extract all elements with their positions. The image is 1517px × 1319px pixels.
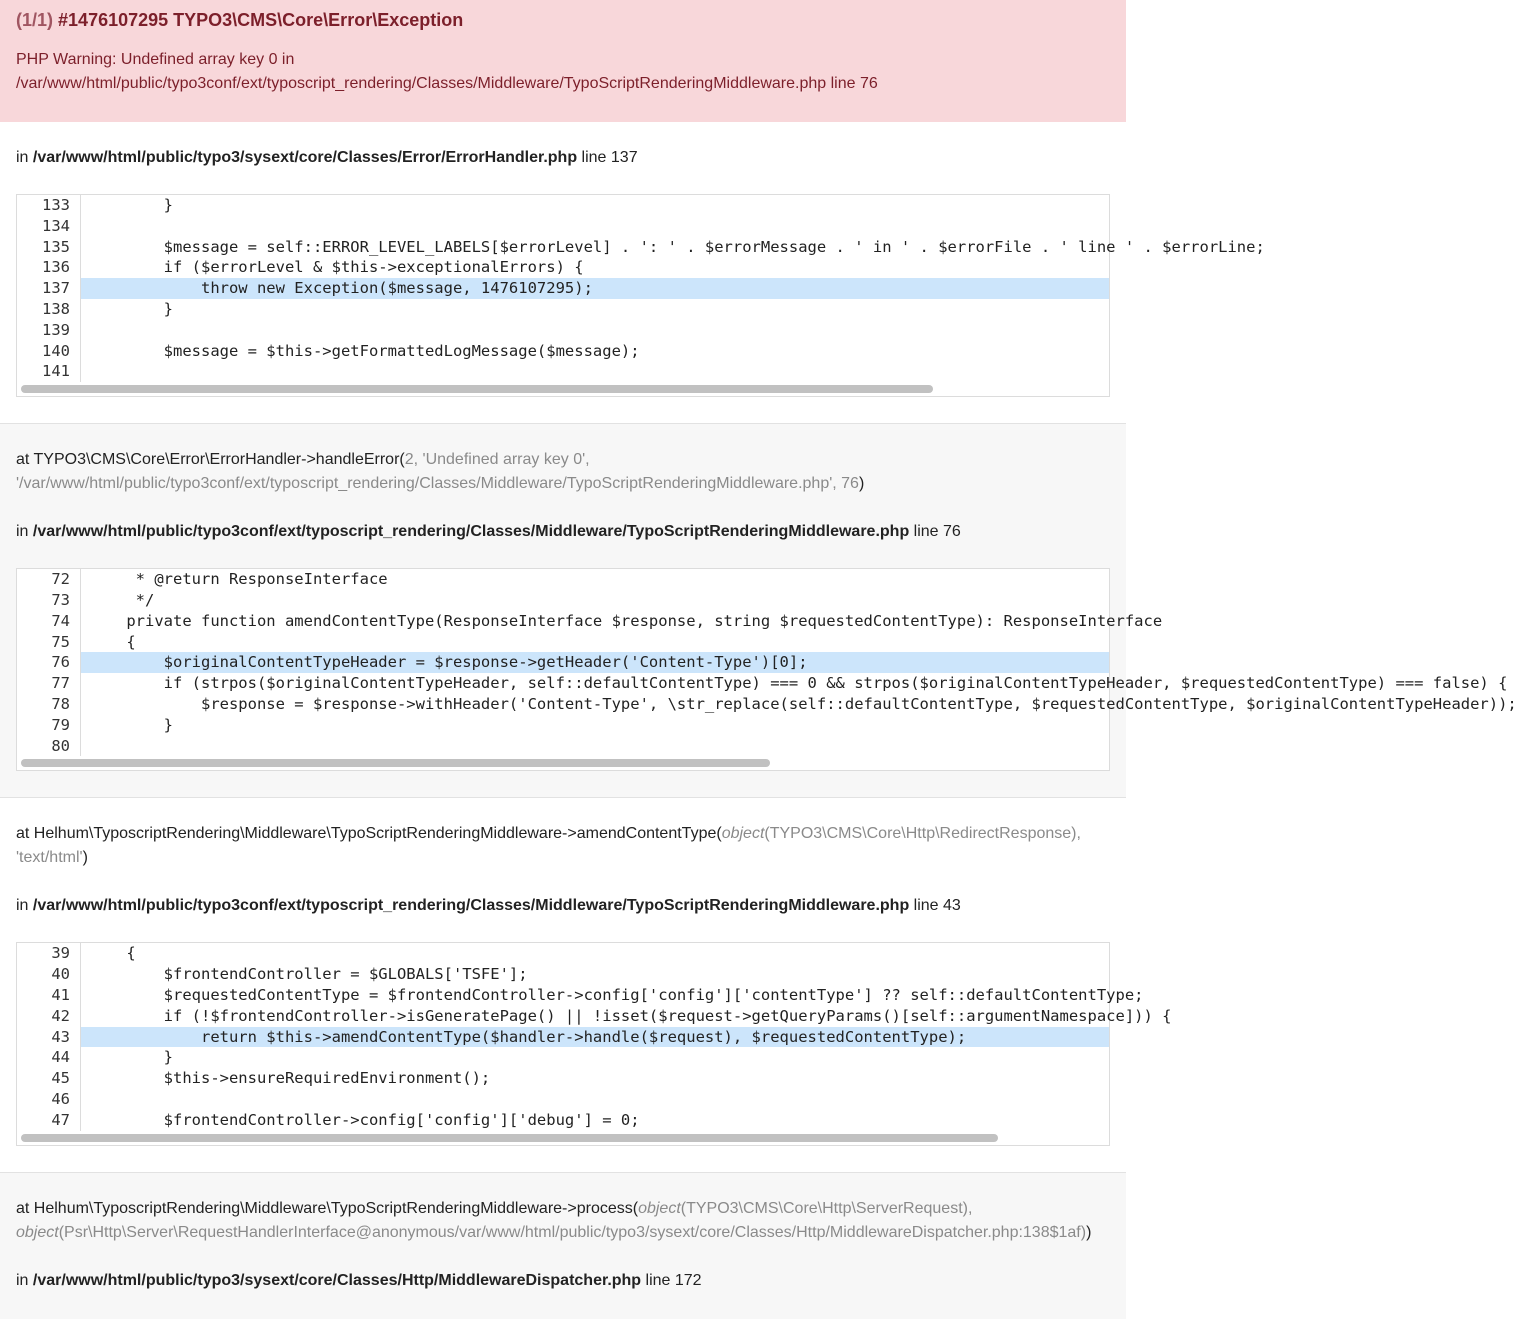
code-line — [17, 299, 1109, 320]
code-line — [17, 278, 1109, 299]
code-line — [17, 985, 1144, 1006]
source-code: $this->ensureRequiredEnvironment(); — [89, 1069, 491, 1088]
line-number: 42 — [17, 1006, 81, 1027]
line-number: 137 — [17, 278, 81, 299]
source-code: if (!$frontendController->isGeneratePage() || !isset($request->getQueryParams()[self::argumentNamespace])) { — [89, 1006, 1172, 1025]
line-number: 46 — [17, 1089, 81, 1110]
line-number: 75 — [17, 632, 81, 653]
source-code: if ($errorLevel & $this->exceptionalErrors) { — [89, 258, 584, 277]
exception-message-line1: PHP Warning: Undefined array key 0 in — [16, 51, 295, 68]
line-number: 139 — [17, 320, 81, 341]
source-code: $message = self::ERROR_LEVEL_LABELS[$errorLevel] . ': ' . $errorMessage . ' in ' . $errorFile . ' line ' . $errorLine; — [89, 237, 1265, 256]
frame-call: at TYPO3\CMS\Core\Error\ErrorHandler->handleError(2, 'Undefined array key 0', '/var/www/html/public/typo3conf/ext/typoscript_rendering/Classes/Middleware/TypoScriptRenderingMiddleware.php', 76) — [16, 451, 865, 493]
scrollbar-thumb[interactable] — [21, 759, 770, 767]
code-line — [17, 943, 1109, 964]
source-code: if (strpos($originalContentTypeHeader, self::defaultContentType) === 0 && strpos($originalContentTypeHeader, $requestedContentType) === false) { — [89, 674, 1508, 693]
code-line — [17, 237, 1265, 258]
exception-message — [16, 48, 1110, 96]
line-number: 45 — [17, 1068, 81, 1089]
line-number: 73 — [17, 590, 81, 611]
code-line — [17, 964, 1109, 985]
source-code: } — [89, 1048, 173, 1067]
line-number: 76 — [17, 652, 81, 673]
code-line — [17, 694, 1517, 715]
line-number: 77 — [17, 673, 81, 694]
line-number: 136 — [17, 257, 81, 278]
source-code: { — [89, 632, 136, 651]
code-line — [17, 320, 1109, 341]
source-code: */ — [89, 590, 155, 609]
frame-call: at Helhum\TyposcriptRendering\Middleware\TypoScriptRenderingMiddleware->amendContentType(object(TYPO3\CMS\Core\Http\RedirectResponse), 'text/html') — [16, 825, 1081, 867]
line-number: 43 — [17, 1027, 81, 1048]
code-line — [17, 1047, 1109, 1068]
code-line — [17, 1068, 1109, 1089]
exception-name: #1476107295 TYPO3\CMS\Core\Error\Exception — [58, 10, 464, 30]
line-number: 135 — [17, 237, 81, 258]
frame-file: /var/www/html/public/typo3conf/ext/typoscript_rendering/Classes/Middleware/TypoScriptRenderingMiddleware.php — [32, 523, 910, 541]
code-snippet — [16, 568, 1517, 771]
code-line — [17, 341, 1109, 362]
frame-call: at Helhum\TyposcriptRendering\Middleware\TypoScriptRenderingMiddleware->process(object(TYPO3\CMS\Core\Http\ServerRequest), object(Psr\Http\Server\RequestHandlerInterface@anonymous/var/www/html/public/typo3/sysext/core/Classes/Http/MiddlewareDispatcher.php:138$1af)) — [16, 1199, 1092, 1241]
source-code — [81, 1089, 89, 1110]
frame-file: /var/www/html/public/typo3/sysext/core/Classes/Error/ErrorHandler.php — [32, 149, 578, 166]
code-line — [17, 1027, 1109, 1048]
source-code: { — [89, 944, 136, 963]
line-number: 133 — [17, 195, 81, 216]
code-line — [17, 257, 1109, 278]
scrollbar-thumb[interactable] — [21, 385, 933, 393]
horizontal-scrollbar[interactable] — [17, 382, 1109, 396]
code-line — [17, 590, 1109, 611]
line-number: 138 — [17, 299, 81, 320]
source-code: $response = $response->withHeader('Content-Type', \str_replace(self::defaultContentType, $requestedContentType, $originalContentTypeHeader)); — [89, 694, 1517, 713]
source-code: throw new Exception($message, 1476107295); — [81, 278, 1109, 299]
line-number: 78 — [17, 694, 81, 715]
source-code — [81, 216, 89, 237]
source-code — [81, 361, 89, 382]
exception-title — [16, 8, 1110, 32]
exception-count: (1/1) — [16, 10, 54, 30]
source-code: $requestedContentType = $frontendController->config['config']['contentType'] ?? self::defaultContentType; — [89, 985, 1144, 1004]
source-code: } — [89, 715, 173, 734]
code-line — [17, 632, 1109, 653]
line-number: 74 — [17, 611, 81, 632]
code-line — [17, 195, 1109, 216]
line-number: 80 — [17, 736, 81, 757]
code-snippet — [16, 942, 1172, 1145]
code-line — [17, 652, 1109, 673]
trace-frame-0 — [0, 122, 1265, 423]
frame-location: in /var/www/html/public/typo3/sysext/core/Classes/Error/ErrorHandler.php line 137 — [16, 149, 638, 166]
source-code: $message = $this->getFormattedLogMessage($message); — [89, 341, 640, 360]
error-header — [0, 0, 1126, 122]
frame-location: in /var/www/html/public/typo3/sysext/core/Classes/Http/MiddlewareDispatcher.php line 172 — [16, 1271, 702, 1289]
frame-file: /var/www/html/public/typo3/sysext/core/Classes/Http/MiddlewareDispatcher.php — [32, 1271, 642, 1289]
horizontal-scrollbar[interactable] — [17, 1131, 1109, 1145]
source-code — [81, 320, 89, 341]
frame-location: in /var/www/html/public/typo3conf/ext/typoscript_rendering/Classes/Middleware/TypoScriptRenderingMiddleware.php line 76 — [16, 523, 961, 541]
trace-frame-1 — [0, 423, 1517, 797]
code-line — [17, 611, 1163, 632]
horizontal-scrollbar[interactable] — [17, 756, 1109, 770]
source-code: private function amendContentType(ResponseInterface $response, string $requestedContentType): ResponseInterface — [89, 611, 1163, 630]
code-line — [17, 1110, 1109, 1131]
source-code: } — [89, 299, 173, 318]
source-code: * @return ResponseInterface — [89, 570, 388, 589]
source-code: return $this->amendContentType($handler->handle($request), $requestedContentType); — [81, 1027, 1109, 1048]
line-number: 47 — [17, 1110, 81, 1131]
exception-message-line2: /var/www/html/public/typo3conf/ext/typoscript_rendering/Classes/Middleware/TypoScriptRenderingMiddleware.php line 76 — [16, 75, 878, 92]
code-line — [17, 673, 1508, 694]
line-number: 39 — [17, 943, 81, 964]
line-number: 41 — [17, 985, 81, 1006]
code-line — [17, 715, 1109, 736]
line-number: 141 — [17, 361, 81, 382]
frame-location: in /var/www/html/public/typo3conf/ext/typoscript_rendering/Classes/Middleware/TypoScriptRenderingMiddleware.php line 43 — [16, 897, 961, 915]
source-code — [81, 736, 89, 757]
frame-file: /var/www/html/public/typo3conf/ext/typoscript_rendering/Classes/Middleware/TypoScriptRenderingMiddleware.php — [32, 897, 910, 915]
code-line — [17, 216, 1109, 237]
trace-frame-2 — [0, 797, 1172, 1171]
scrollbar-thumb[interactable] — [21, 1134, 998, 1142]
line-number: 72 — [17, 569, 81, 590]
code-snippet — [16, 194, 1265, 397]
code-line — [17, 1006, 1172, 1027]
source-code: } — [89, 196, 173, 214]
line-number: 79 — [17, 715, 81, 736]
trace-frame-3 — [0, 1172, 1126, 1319]
line-number: 44 — [17, 1047, 81, 1068]
source-code: $originalContentTypeHeader = $response->getHeader('Content-Type')[0]; — [81, 652, 1109, 673]
line-number: 134 — [17, 216, 81, 237]
code-line — [17, 361, 1109, 382]
line-number: 140 — [17, 341, 81, 362]
source-code: $frontendController = $GLOBALS['TSFE']; — [89, 965, 528, 984]
code-line — [17, 736, 1109, 757]
line-number: 40 — [17, 964, 81, 985]
code-line — [17, 569, 1109, 590]
source-code: $frontendController->config['config']['debug'] = 0; — [89, 1110, 640, 1129]
code-line — [17, 1089, 1109, 1110]
